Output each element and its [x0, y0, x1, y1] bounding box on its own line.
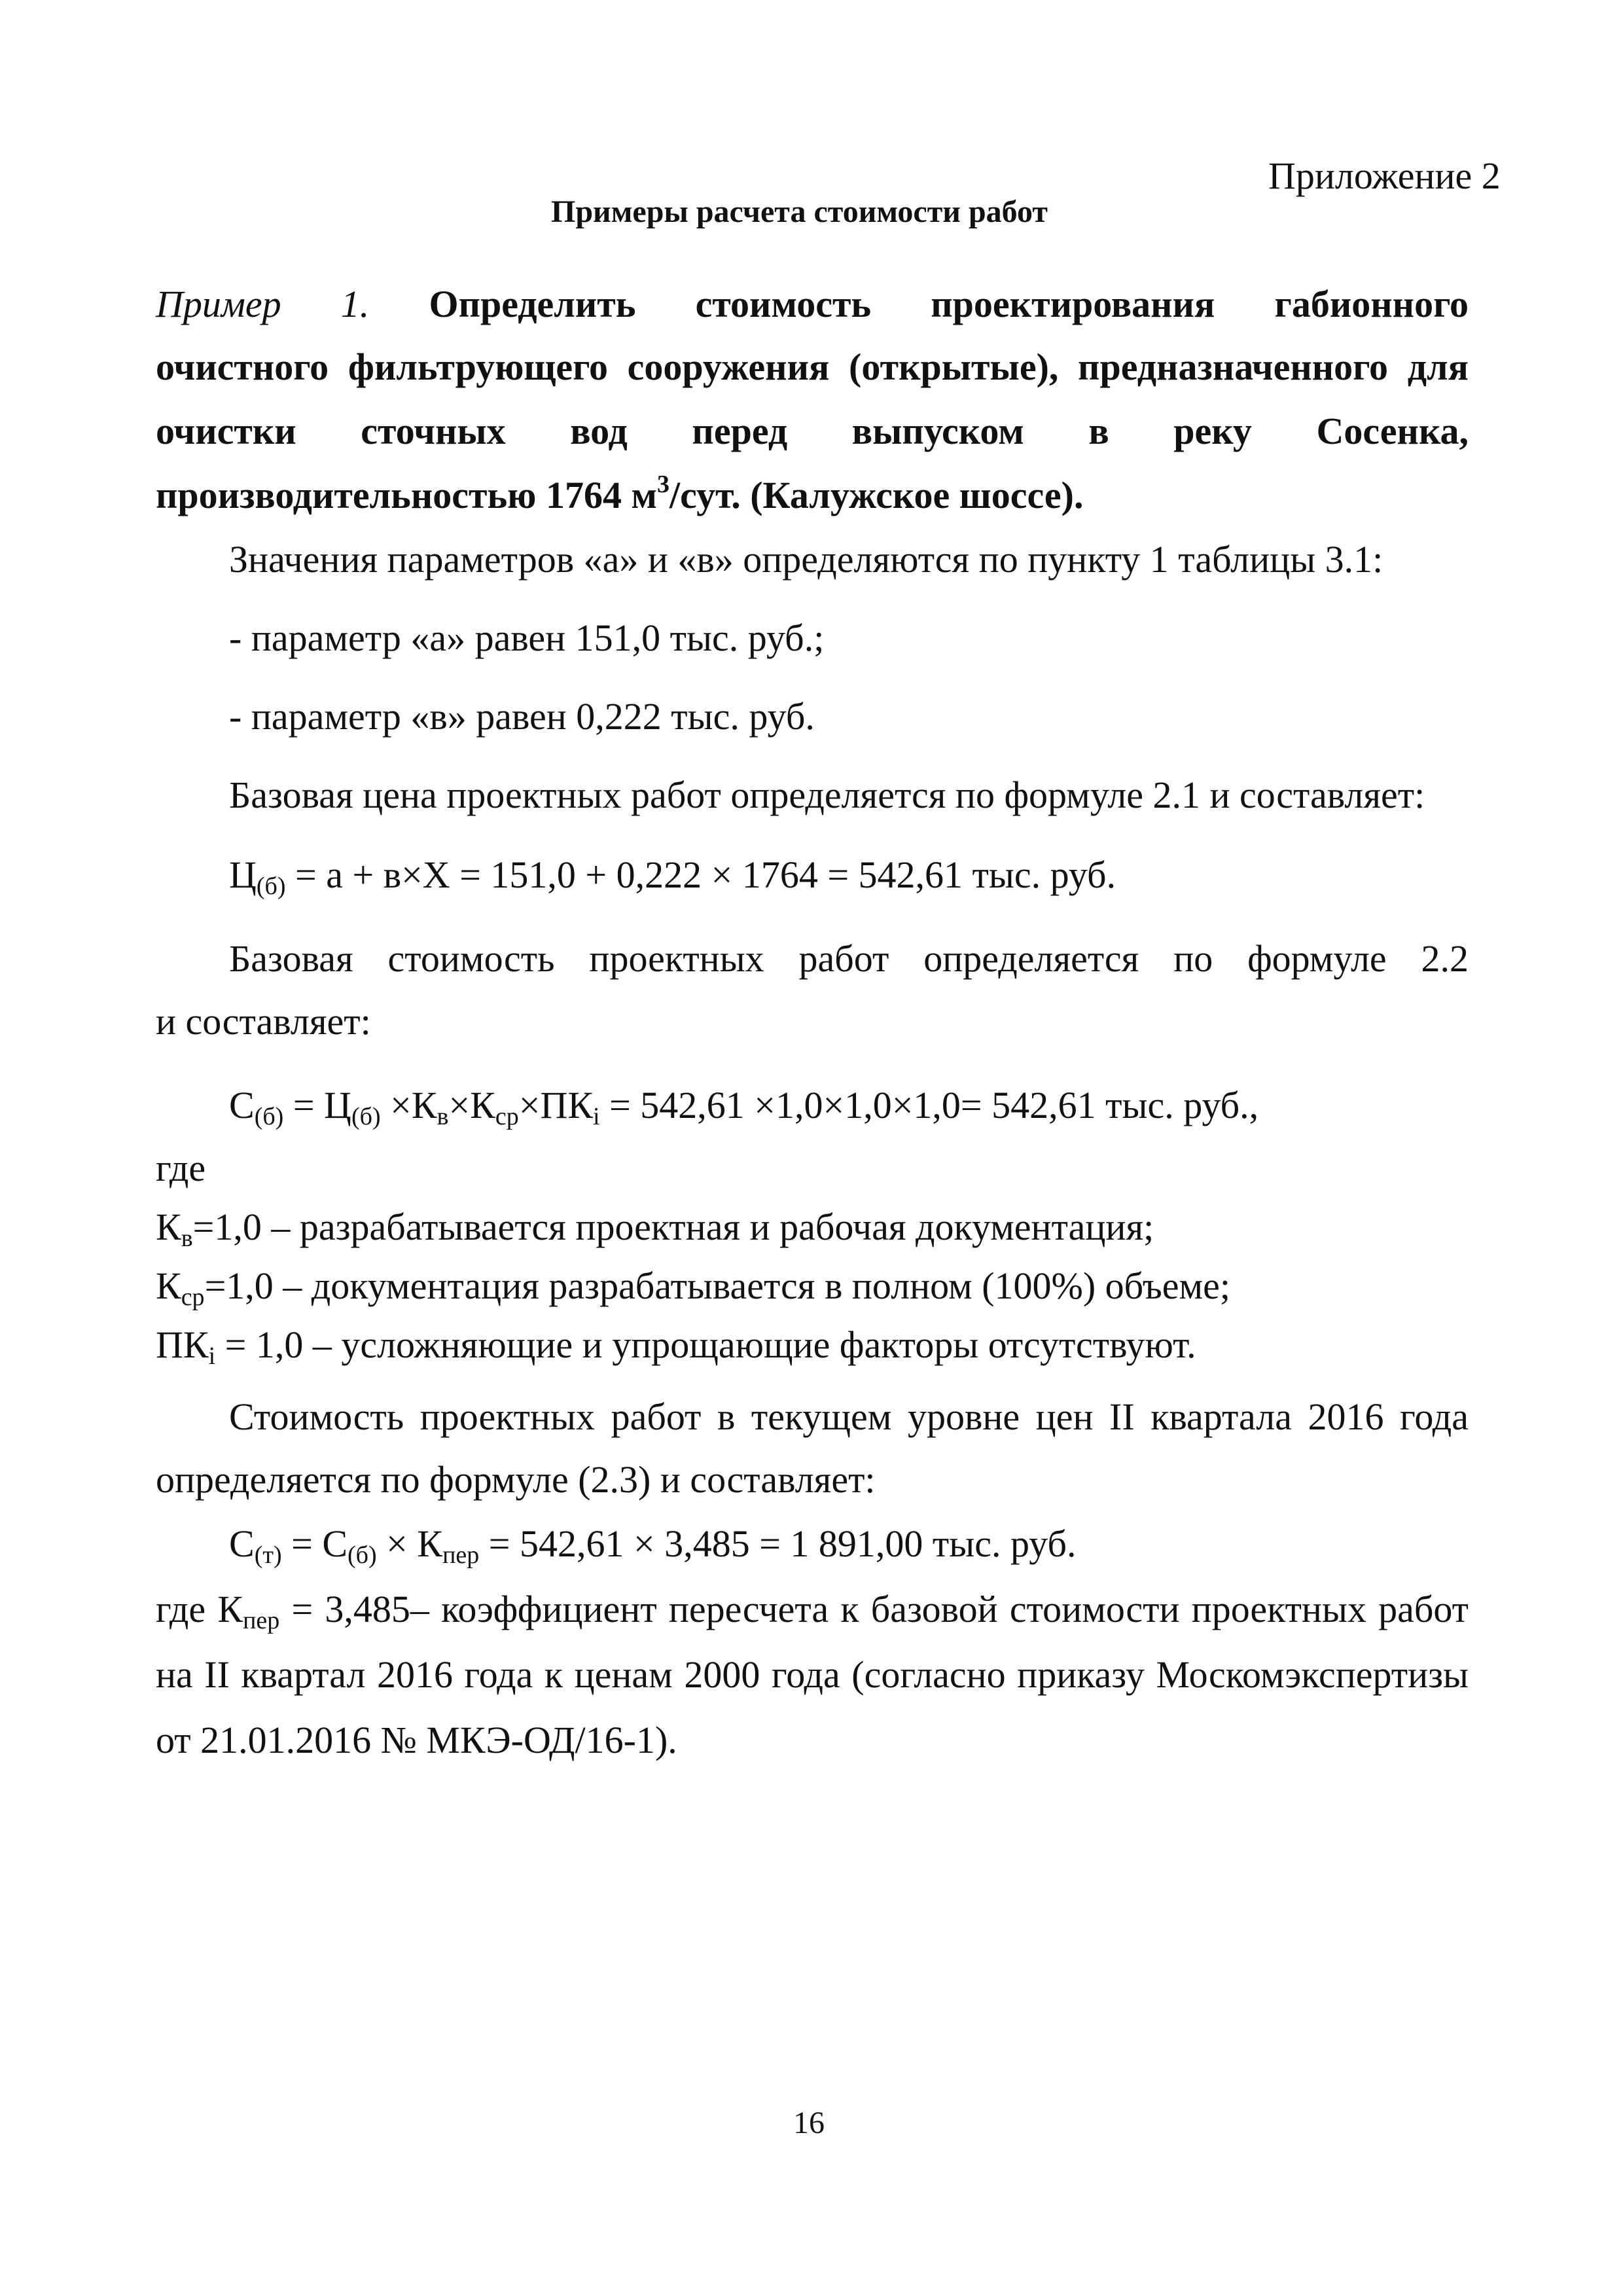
ksr-definition: $К_{ср}=1,0$ – документация разрабатывается в полном (100%) объеме;	[156, 1265, 1231, 1311]
example-task-1: Определить стоимость проектирования габионного	[429, 283, 1469, 325]
base-cost-intro-line-2: и составляет:	[156, 1000, 371, 1043]
current-cost-formula: $С_{(т)} = С_{(б)} \times К_{пер} = 542,61 \times 3,485 = 1$ 891,00 тыс. руб.	[229, 1522, 1077, 1569]
pk-definition: $ПК_i = 1,0$ – усложняющие и упрощающие факторы отсутствуют.	[156, 1323, 1196, 1370]
params-intro: Значения параметров «а» и «в» определяются по пункту 1 таблицы 3.1:	[229, 538, 1383, 581]
example-heading-line-4	[156, 471, 1084, 516]
base-cost-intro-line-1: Базовая стоимость проектных работ определяется по формуле 2.2	[229, 937, 1469, 980]
where-label: где	[156, 1147, 206, 1189]
coefficient-note-line-3: от 21.01.2016 № МКЭ-ОД/16-1).	[156, 1719, 677, 1761]
page-title: Примеры расчета стоимости работ	[551, 194, 1048, 229]
example-heading-line-3: очистки сточных вод перед выпуском в реку Сосенка,	[156, 410, 1469, 452]
example-label: Пример 1.	[156, 283, 370, 325]
base-cost-formula: $С_{(б)} = Ц_{(б)} \times К_в\times К_{ср}\times ПК_i = 542,61 \times 1,0\times 1,0\times 1,0= 542,61$ тыс. руб.,	[229, 1084, 1259, 1130]
capacity-unit-text: /сут. (Калужское шоссе).	[669, 474, 1084, 516]
param-b: - параметр «в» равен 0,222 тыс. руб.	[229, 695, 815, 738]
coefficient-note-line-2: на II квартал 2016 года к ценам 2000 года (согласно приказу Москомэкспертизы	[156, 1653, 1469, 1696]
kv-definition: $К_в=1,0$ – разрабатывается проектная и рабочая документация;	[156, 1206, 1154, 1252]
appendix-label: Приложение 2	[1268, 154, 1501, 197]
base-price-formula: $Ц_{(б)} = а + в\times Х = 151,0 + 0,222 \times 1764 = 542,61$ тыс. руб.	[229, 853, 1116, 900]
example-heading-line-1	[156, 285, 1469, 323]
current-cost-intro-line-2: определяется по формуле (2.3) и составляет:	[156, 1458, 876, 1501]
coefficient-note-line-1: где $К_{пер} = 3,485-$ коэффициент пересчета к базовой стоимости проектных работ	[156, 1588, 1469, 1634]
example-heading-line-2: очистного фильтрующего сооружения (открытые), предназначенного для	[156, 346, 1469, 388]
unit-superscript: 3	[657, 471, 670, 498]
base-price-intro: Базовая цена проектных работ определяется по формуле 2.1 и составляет:	[229, 774, 1425, 816]
current-cost-intro-line-1: Стоимость проектных работ в текущем уровне цен II квартала 2016 года	[229, 1395, 1469, 1438]
page-number: 16	[793, 2106, 825, 2140]
capacity-text: производительностью 1764 м	[156, 474, 658, 516]
param-a: - параметр «а» равен 151,0 тыс. руб.;	[229, 617, 825, 659]
